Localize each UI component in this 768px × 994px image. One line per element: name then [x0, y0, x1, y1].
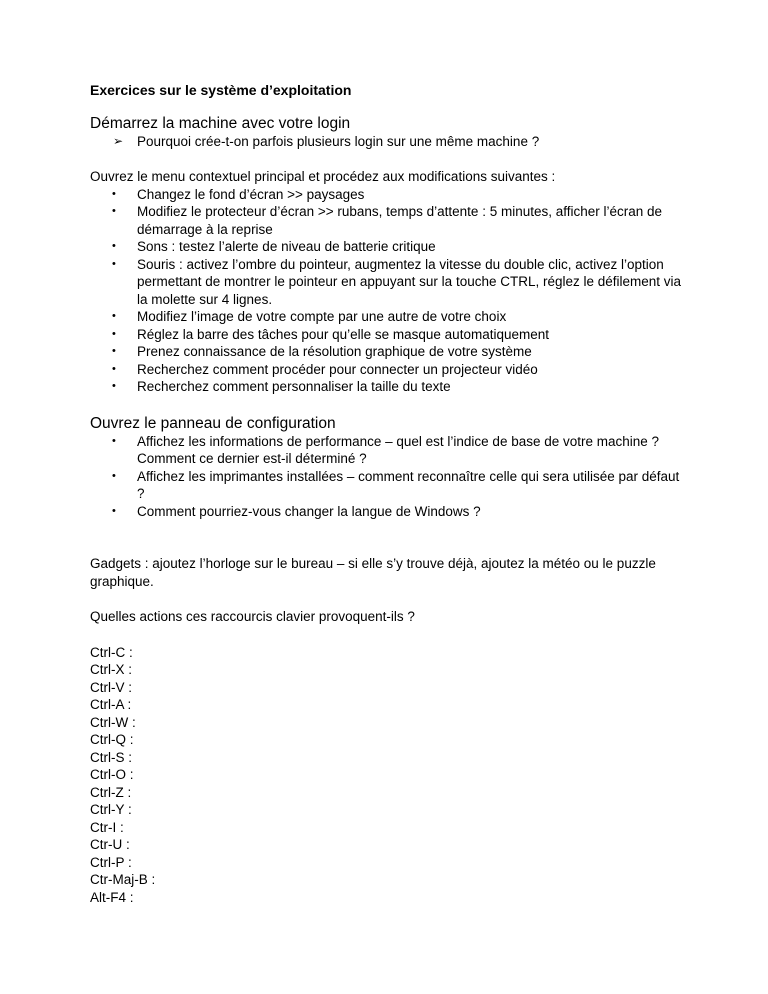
bullet-icon: • [112, 362, 116, 375]
shortcut-item: Ctr-I : [90, 819, 124, 835]
bullet-list-menu [90, 186, 690, 396]
list-item [90, 343, 690, 361]
menu-intro: Ouvrez le menu contextuel principal et procédez aux modifications suivantes : [90, 169, 556, 184]
list-item [90, 503, 690, 521]
list-item [90, 361, 690, 379]
bullet-icon: • [112, 469, 116, 482]
list-item-text: Modifiez l’image de votre compte par une autre de votre choix [137, 309, 507, 324]
bullet-list-panel [90, 433, 690, 521]
list-item-text: Souris : activez l’ombre du pointeur, augmentez la vitesse du double clic, activez l’option permettant de montrer le pointeur en appuyant sur la touche CTRL, réglez le défilement via la molette sur 4 lignes. [137, 256, 682, 307]
bullet-icon: • [112, 187, 116, 200]
section-heading-login: Démarrez la machine avec votre login [90, 114, 351, 132]
list-item-text: Prenez connaissance de la résolution graphique de votre système [137, 344, 532, 359]
shortcut-item: Ctrl-Y : [90, 802, 132, 817]
list-item [90, 433, 690, 468]
shortcut-list [90, 644, 690, 907]
list-item [90, 308, 690, 326]
shortcut-item: Ctrl-X : [90, 662, 132, 677]
shortcuts-question: Quelles actions ces raccourcis clavier provoquent-ils ? [90, 609, 415, 624]
bullet-icon: • [112, 205, 116, 217]
bullet-icon: • [112, 434, 116, 447]
shortcut-item: Ctrl-Q : [90, 732, 134, 747]
list-item-text: Affichez les imprimantes installées – comment reconnaître celle qui sera utilisée par défaut ? [137, 468, 680, 501]
list-item-text: Réglez la barre des tâches pour qu’elle se masque automatiquement [137, 326, 549, 342]
shortcut-item: Ctr-U : [90, 837, 130, 852]
list-item-text: Sons : testez l’alerte de niveau de batterie critique [137, 239, 436, 254]
arrow-bullet-icon: ➢ [113, 133, 124, 148]
shortcut-item: Ctrl-Z : [90, 784, 132, 800]
list-item [90, 256, 690, 309]
list-item-text: Affichez les informations de performance – quel est l’indice de base de votre machine ? Comment ce dernier est-il déterminé ? [137, 433, 660, 466]
shortcut-item: Ctrl-A : [90, 697, 132, 712]
gadgets-paragraph: Gadgets : ajoutez l’horloge sur le bureau – si elle s’y trouve déjà, ajoutez la météo ou le puzzle graphique. [90, 556, 656, 589]
bullet-icon: • [112, 380, 116, 392]
list-item [90, 326, 690, 344]
shortcut-item: Ctrl-W : [90, 714, 136, 730]
shortcut-item: Ctrl-S : [90, 749, 132, 765]
section-heading-panel: Ouvrez le panneau de configuration [90, 414, 336, 432]
bullet-icon: • [112, 310, 116, 322]
document-title: Exercices sur le système d’exploitation [90, 82, 352, 98]
shortcut-item: Alt-F4 : [90, 889, 134, 905]
list-item-text: Changez le fond d’écran >> paysages [137, 186, 365, 202]
bullet-icon: • [112, 504, 116, 517]
bullet-icon: • [112, 327, 116, 340]
shortcut-item: Ctr-Maj-B : [90, 872, 156, 887]
shortcut-item: Ctrl-V : [90, 679, 132, 695]
document-page [90, 82, 690, 906]
list-item [90, 468, 690, 503]
list-item [90, 133, 690, 151]
list-item [90, 238, 690, 256]
list-item-text: Pourquoi crée-t-on parfois plusieurs login sur une même machine ? [137, 133, 540, 149]
arrow-list [90, 133, 690, 151]
list-item [90, 186, 690, 204]
list-item [90, 378, 690, 396]
list-item-text: Comment pourriez-vous changer la langue de Windows ? [137, 503, 481, 519]
list-item-text: Modifiez le protecteur d’écran >> rubans, temps d’attente : 5 minutes, afficher l’écran de démarrage à la reprise [137, 204, 663, 237]
list-item [90, 203, 690, 238]
bullet-icon: • [112, 345, 116, 357]
list-item-text: Recherchez comment procéder pour connecter un projecteur vidéo [137, 361, 538, 377]
bullet-icon: • [112, 240, 116, 252]
bullet-icon: • [112, 257, 116, 270]
shortcut-item: Ctrl-P : [90, 854, 132, 870]
shortcut-item: Ctrl-O : [90, 767, 134, 782]
shortcut-item: Ctrl-C : [90, 644, 133, 660]
list-item-text: Recherchez comment personnaliser la taille du texte [137, 379, 451, 394]
